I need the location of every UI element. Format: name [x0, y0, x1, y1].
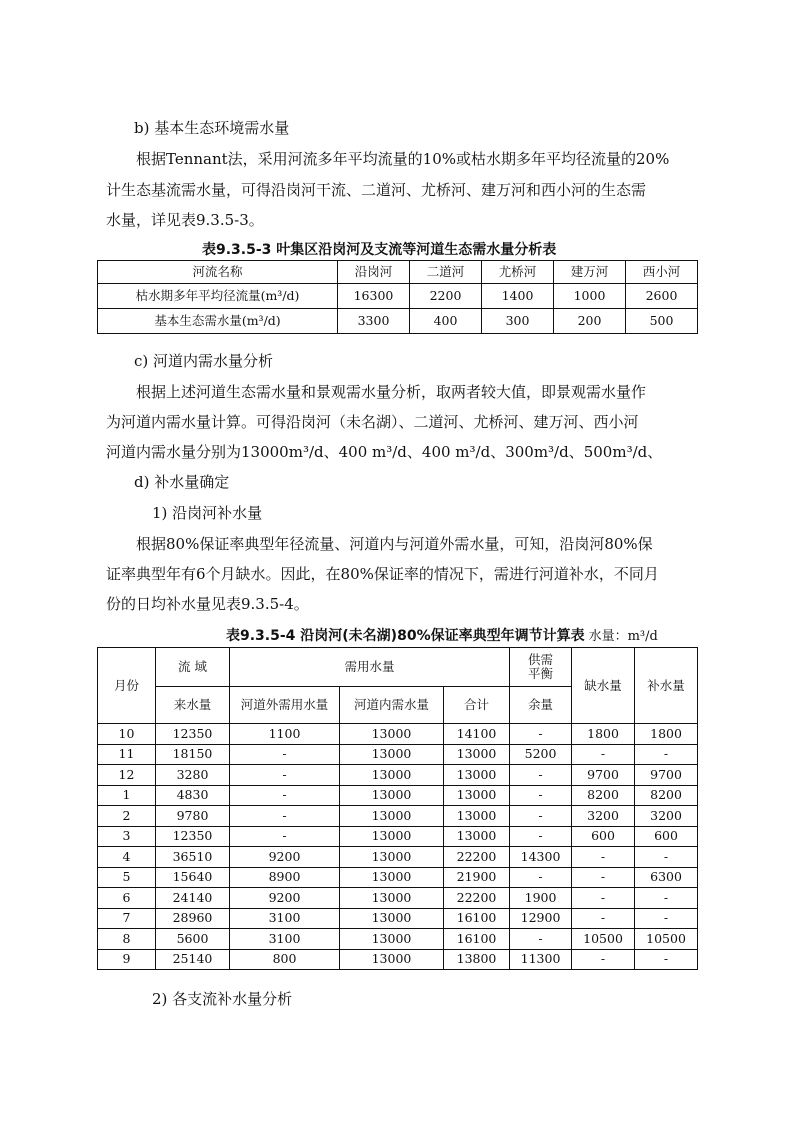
table-cell: 2600 [626, 284, 698, 309]
table-cell: 16100 [444, 908, 510, 929]
table-cell: - [230, 765, 340, 786]
table-cell: 1100 [230, 724, 340, 745]
table-cell: - [230, 785, 340, 806]
table-cell: 300 [482, 309, 554, 334]
table-cell: 1 [98, 785, 156, 806]
regulation-calculation-table [97, 647, 698, 970]
paragraph-line: 计生态基流需水量，可得沿岗河干流、二道河、尤桥河、建万河和西小河的生态需 [106, 181, 647, 199]
table-cell: 9700 [572, 765, 635, 786]
table-cell: - [510, 806, 572, 827]
table-cell: 18150 [156, 744, 230, 765]
table-row [98, 785, 698, 806]
table-row [98, 847, 698, 868]
table-cell: 5200 [510, 744, 572, 765]
paragraph-line: 水量，详见表9.3.5-3。 [106, 211, 264, 229]
table-cell: 4830 [156, 785, 230, 806]
header-cell-inside: 河道内需水量 [340, 687, 444, 724]
paragraph-line: 河道内需水量分别为13000m³/d、400 m³/d、400 m³/d、300m³/d、500m³/d、 [106, 443, 663, 461]
table-cell: 16300 [338, 284, 410, 309]
table-cell: 12350 [156, 826, 230, 847]
table-cell: - [230, 744, 340, 765]
table-cell: 7 [98, 908, 156, 929]
table-cell: 24140 [156, 888, 230, 909]
header-cell: 西小河 [626, 261, 698, 284]
section-c-title: c) 河道内需水量分析 [134, 352, 274, 370]
table-row [98, 765, 698, 786]
section-d-title: d) 补水量确定 [134, 473, 230, 491]
table-cell: 13000 [340, 765, 444, 786]
table-cell: 21900 [444, 867, 510, 888]
header-cell: 河流名称 [98, 261, 338, 284]
header-cell-inflow: 来水量 [156, 687, 230, 724]
table-cell: 13000 [340, 949, 444, 970]
table-cell: 28960 [156, 908, 230, 929]
table-cell: - [635, 908, 698, 929]
table-cell: 8 [98, 929, 156, 950]
header-cell: 建万河 [554, 261, 626, 284]
table-cell: 9200 [230, 847, 340, 868]
table-cell: - [572, 888, 635, 909]
table-cell: - [510, 724, 572, 745]
table-cell: 15640 [156, 867, 230, 888]
table-cell: - [635, 744, 698, 765]
table-cell: 3200 [635, 806, 698, 827]
table-cell: - [510, 826, 572, 847]
table-cell: 9 [98, 949, 156, 970]
header-cell: 二道河 [410, 261, 482, 284]
table-cell: 13000 [340, 826, 444, 847]
header-cell-basin: 流 域 [156, 648, 230, 687]
table-cell: 400 [410, 309, 482, 334]
table-row [98, 806, 698, 827]
header-cell-shortage: 缺水量 [572, 648, 635, 724]
table1-caption: 表9.3.5-3 叶集区沿岗河及支流等河道生态需水量分析表 [202, 242, 557, 258]
paragraph-line: 证率典型年有6个月缺水。因此，在80%保证率的情况下，需进行河道补水，不同月 [106, 565, 659, 583]
table-cell: 枯水期多年平均径流量(m³/d) [98, 284, 338, 309]
header-cell-outside: 河道外需用水量 [230, 687, 340, 724]
table-cell: 10500 [635, 929, 698, 950]
paragraph-line: 根据上述河道生态需水量和景观需水量分析，取两者较大值，即景观需水量作 [136, 383, 647, 401]
table-row [98, 888, 698, 909]
table-cell: 22200 [444, 847, 510, 868]
table-cell: 14300 [510, 847, 572, 868]
table-cell: 13000 [340, 929, 444, 950]
table-body [98, 724, 698, 970]
table-cell: 3100 [230, 929, 340, 950]
table-cell: 1800 [572, 724, 635, 745]
subsection-d1-title: 1) 沿岗河补水量 [152, 504, 263, 522]
table-cell: 500 [626, 309, 698, 334]
table-cell: 13000 [340, 888, 444, 909]
header-cell-supplement: 补水量 [635, 648, 698, 724]
table-cell: 13000 [340, 908, 444, 929]
table-cell: - [572, 867, 635, 888]
table-cell: 13000 [340, 744, 444, 765]
table-cell: 9780 [156, 806, 230, 827]
header-cell: 沿岗河 [338, 261, 410, 284]
table-cell: 12350 [156, 724, 230, 745]
table-row [98, 724, 698, 745]
table-row [98, 949, 698, 970]
table-cell: - [510, 867, 572, 888]
table-cell: 5600 [156, 929, 230, 950]
table2-caption [226, 625, 658, 645]
table-header-row [98, 648, 698, 687]
table-cell: 4 [98, 847, 156, 868]
section-b-title: b) 基本生态环境需水量 [134, 119, 290, 137]
table-cell: 2200 [410, 284, 482, 309]
header-cell: 尤桥河 [482, 261, 554, 284]
table-cell: 13800 [444, 949, 510, 970]
table-cell: 13000 [340, 806, 444, 827]
table-cell: - [572, 744, 635, 765]
table-row [98, 908, 698, 929]
table-row [98, 744, 698, 765]
table-cell: 16100 [444, 929, 510, 950]
table-cell: 800 [230, 949, 340, 970]
table-cell: - [510, 785, 572, 806]
header-cell-total: 合计 [444, 687, 510, 724]
table-cell: - [230, 826, 340, 847]
table-cell: 13000 [340, 867, 444, 888]
table-cell: 8900 [230, 867, 340, 888]
table-row [98, 826, 698, 847]
table-cell: - [572, 949, 635, 970]
table-row [98, 284, 698, 309]
subsection-d2-title: 2) 各支流补水量分析 [152, 990, 293, 1008]
table-cell: 5 [98, 867, 156, 888]
table-cell: - [510, 765, 572, 786]
table-cell: 1900 [510, 888, 572, 909]
ecological-water-demand-table [97, 260, 698, 334]
table-cell: 1000 [554, 284, 626, 309]
table-cell: 36510 [156, 847, 230, 868]
table-cell: - [635, 949, 698, 970]
table-cell: - [635, 888, 698, 909]
paragraph-line: 为河道内需水量计算。可得沿岗河（未名湖）、二道河、尤桥河、建万河、西小河 [106, 413, 639, 431]
table-cell: 13000 [444, 806, 510, 827]
table-header-row [98, 261, 698, 284]
paragraph-line: 份的日均补水量见表9.3.5-4。 [106, 595, 309, 613]
table-cell: 10500 [572, 929, 635, 950]
table-cell: 12 [98, 765, 156, 786]
table-cell: 22200 [444, 888, 510, 909]
table-cell: 1400 [482, 284, 554, 309]
table-cell: - [572, 847, 635, 868]
table-cell: 8200 [635, 785, 698, 806]
table2-unit: 水量：m³/d [588, 629, 658, 644]
table-cell: 3300 [338, 309, 410, 334]
table-cell: 13000 [340, 785, 444, 806]
table-cell: 11 [98, 744, 156, 765]
table-row [98, 929, 698, 950]
table-cell: - [230, 806, 340, 827]
table-cell: 10 [98, 724, 156, 745]
table-cell: 9200 [230, 888, 340, 909]
table-cell: 6300 [635, 867, 698, 888]
table2-caption-text: 表9.3.5-4 沿岗河(未名湖)80%保证率典型年调节计算表 [226, 628, 585, 644]
header-cell-surplus: 余量 [510, 687, 572, 724]
table-cell: 3200 [572, 806, 635, 827]
table-cell: 12900 [510, 908, 572, 929]
table-cell: 13000 [340, 847, 444, 868]
table-cell: - [572, 908, 635, 929]
table-cell: 3 [98, 826, 156, 847]
table-row [98, 309, 698, 334]
paragraph-line: 根据80%保证率典型年径流量、河道内与河道外需水量，可知，沿岗河80%保 [136, 535, 653, 553]
table-cell: 600 [635, 826, 698, 847]
table-cell: 6 [98, 888, 156, 909]
table-cell: 13000 [340, 724, 444, 745]
table-cell: 3100 [230, 908, 340, 929]
table-cell: 600 [572, 826, 635, 847]
table-cell: - [635, 847, 698, 868]
table-cell: 3280 [156, 765, 230, 786]
table-cell: 25140 [156, 949, 230, 970]
table-cell: 13000 [444, 785, 510, 806]
table-cell: 2 [98, 806, 156, 827]
table-cell: 13000 [444, 765, 510, 786]
table-cell: 1800 [635, 724, 698, 745]
table-cell: 14100 [444, 724, 510, 745]
table-cell: 11300 [510, 949, 572, 970]
table-cell: 8200 [572, 785, 635, 806]
table-row [98, 867, 698, 888]
table-cell: 200 [554, 309, 626, 334]
header-cell-balance: 供需 平衡 [510, 648, 572, 687]
header-cell-demand: 需用水量 [230, 648, 510, 687]
table-cell: 基本生态需水量(m³/d) [98, 309, 338, 334]
table-cell: - [510, 929, 572, 950]
table-cell: 13000 [444, 744, 510, 765]
table-cell: 9700 [635, 765, 698, 786]
paragraph-line: 根据Tennant法，采用河流多年平均流量的10%或枯水期多年平均径流量的20% [136, 150, 670, 168]
header-cell-month: 月份 [98, 648, 156, 724]
table-cell: 13000 [444, 826, 510, 847]
